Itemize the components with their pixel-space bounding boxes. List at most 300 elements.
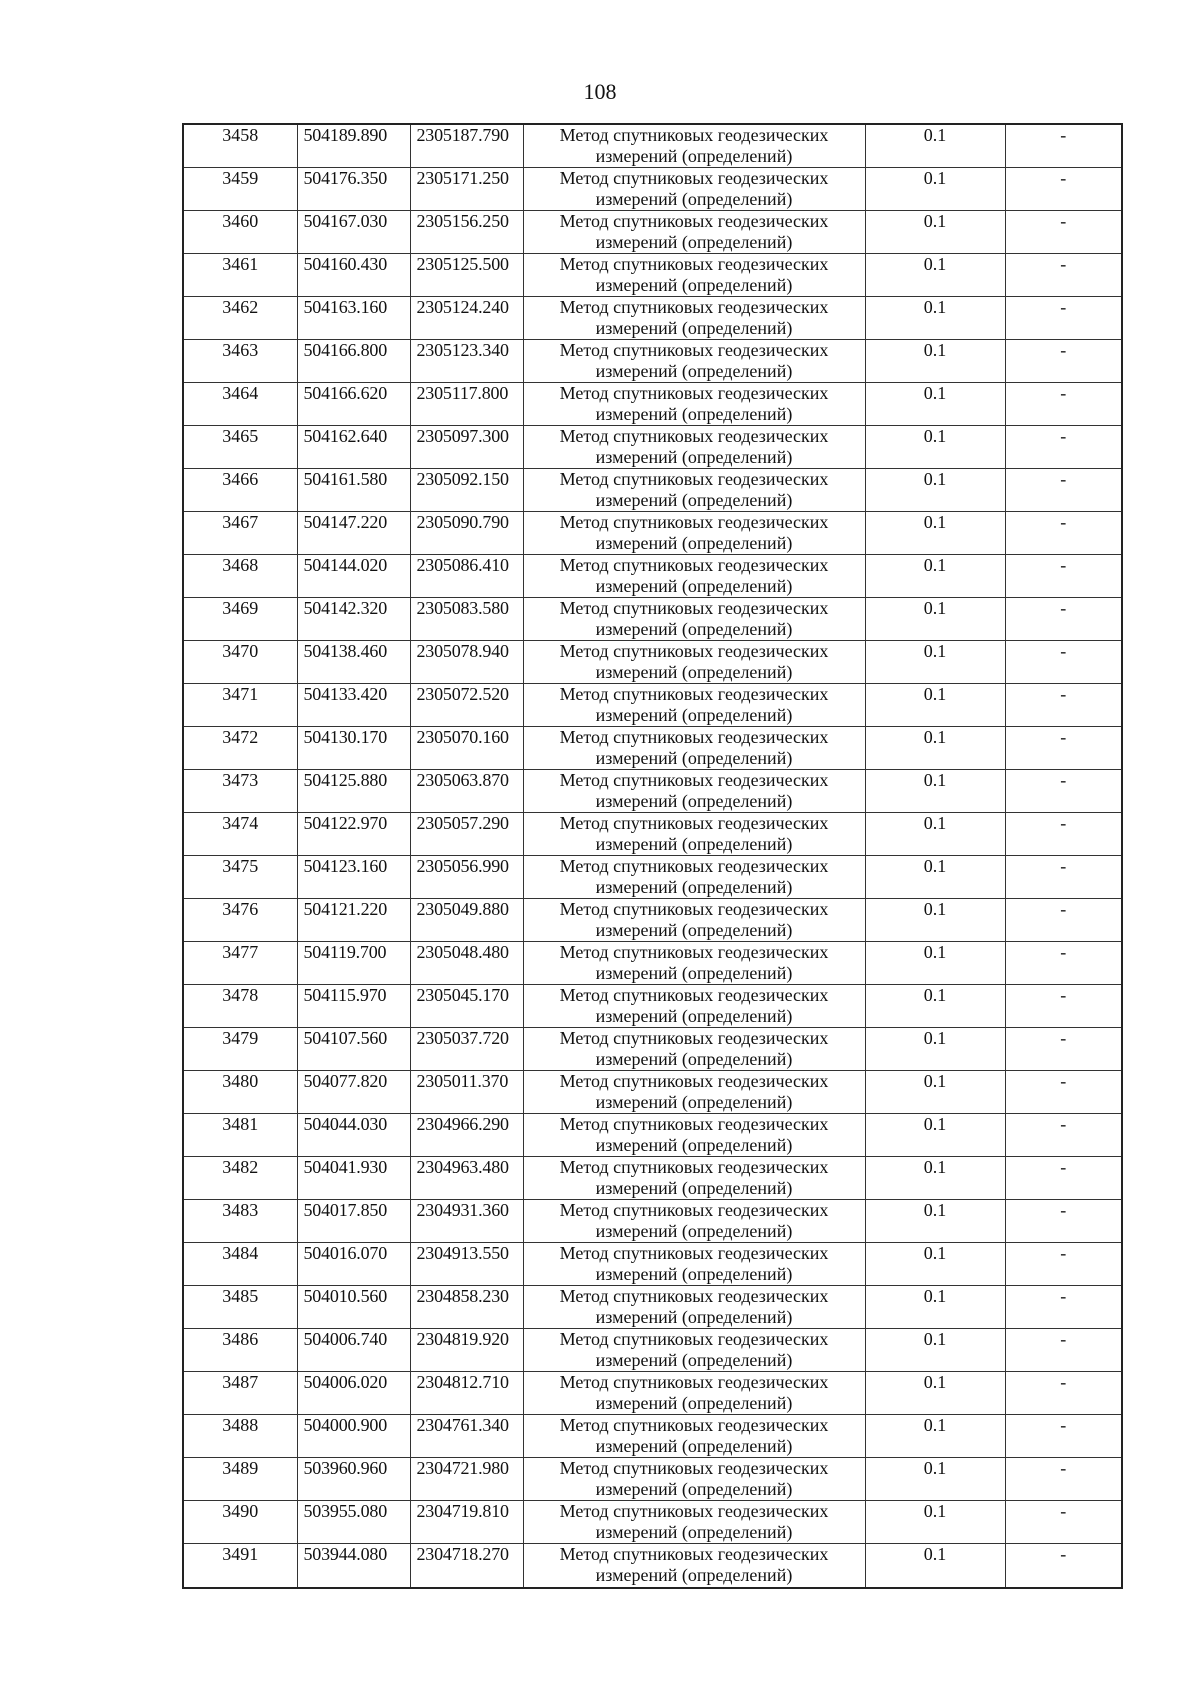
x-coordinate-cell: 504144.020 bbox=[297, 555, 410, 598]
method-cell bbox=[523, 641, 865, 684]
y-coordinate-cell: 2305078.940 bbox=[410, 641, 523, 684]
method-line-2: измерений (определений) bbox=[595, 1092, 793, 1112]
method-cell bbox=[523, 211, 865, 254]
x-coordinate-cell: 503955.080 bbox=[297, 1501, 410, 1544]
accuracy-cell: 0.1 bbox=[865, 985, 1005, 1028]
method-cell bbox=[523, 1114, 865, 1157]
x-coordinate-cell: 504017.850 bbox=[297, 1200, 410, 1243]
x-coordinate-cell: 504121.220 bbox=[297, 899, 410, 942]
table-row bbox=[183, 1329, 1122, 1372]
y-coordinate-cell: 2305072.520 bbox=[410, 684, 523, 727]
method-line-2: измерений (определений) bbox=[595, 834, 793, 854]
accuracy-cell: 0.1 bbox=[865, 426, 1005, 469]
note-cell: - bbox=[1005, 813, 1122, 856]
method-cell bbox=[523, 426, 865, 469]
table-row bbox=[183, 1544, 1122, 1588]
note-cell: - bbox=[1005, 1544, 1122, 1588]
accuracy-cell: 0.1 bbox=[865, 1114, 1005, 1157]
method-line-2: измерений (определений) bbox=[595, 490, 793, 510]
method-line-2: измерений (определений) bbox=[595, 1006, 793, 1026]
note-cell: - bbox=[1005, 899, 1122, 942]
table-row bbox=[183, 813, 1122, 856]
table-row bbox=[183, 899, 1122, 942]
x-coordinate-cell: 504162.640 bbox=[297, 426, 410, 469]
method-line-1: Метод спутниковых геодезических bbox=[559, 598, 829, 618]
note-cell: - bbox=[1005, 168, 1122, 211]
x-coordinate-cell: 504119.700 bbox=[297, 942, 410, 985]
table-row bbox=[183, 1028, 1122, 1071]
method-line-1: Метод спутниковых геодезических bbox=[559, 899, 829, 919]
point-number-cell: 3467 bbox=[183, 512, 297, 555]
accuracy-cell: 0.1 bbox=[865, 512, 1005, 555]
table-row bbox=[183, 124, 1122, 168]
x-coordinate-cell: 504138.460 bbox=[297, 641, 410, 684]
method-cell bbox=[523, 168, 865, 211]
point-number-cell: 3488 bbox=[183, 1415, 297, 1458]
x-coordinate-cell: 504115.970 bbox=[297, 985, 410, 1028]
method-line-1: Метод спутниковых геодезических bbox=[559, 1114, 829, 1134]
note-cell: - bbox=[1005, 1372, 1122, 1415]
table-row bbox=[183, 469, 1122, 512]
table-row bbox=[183, 340, 1122, 383]
y-coordinate-cell: 2304812.710 bbox=[410, 1372, 523, 1415]
method-line-1: Метод спутниковых геодезических bbox=[559, 985, 829, 1005]
note-cell: - bbox=[1005, 942, 1122, 985]
y-coordinate-cell: 2304761.340 bbox=[410, 1415, 523, 1458]
table-row bbox=[183, 684, 1122, 727]
method-cell bbox=[523, 1372, 865, 1415]
method-line-2: измерений (определений) bbox=[595, 877, 793, 897]
point-number-cell: 3479 bbox=[183, 1028, 297, 1071]
y-coordinate-cell: 2304963.480 bbox=[410, 1157, 523, 1200]
point-number-cell: 3460 bbox=[183, 211, 297, 254]
method-line-1: Метод спутниковых геодезических bbox=[559, 469, 829, 489]
point-number-cell: 3478 bbox=[183, 985, 297, 1028]
point-number-cell: 3481 bbox=[183, 1114, 297, 1157]
method-line-1: Метод спутниковых геодезических bbox=[559, 770, 829, 790]
point-number-cell: 3468 bbox=[183, 555, 297, 598]
point-number-cell: 3477 bbox=[183, 942, 297, 985]
y-coordinate-cell: 2305045.170 bbox=[410, 985, 523, 1028]
accuracy-cell: 0.1 bbox=[865, 254, 1005, 297]
accuracy-cell: 0.1 bbox=[865, 770, 1005, 813]
method-line-2: измерений (определений) bbox=[595, 1307, 793, 1327]
x-coordinate-cell: 504044.030 bbox=[297, 1114, 410, 1157]
accuracy-cell: 0.1 bbox=[865, 598, 1005, 641]
method-cell bbox=[523, 512, 865, 555]
method-line-1: Метод спутниковых геодезических bbox=[559, 1415, 829, 1435]
y-coordinate-cell: 2305056.990 bbox=[410, 856, 523, 899]
x-coordinate-cell: 504077.820 bbox=[297, 1071, 410, 1114]
y-coordinate-cell: 2305125.500 bbox=[410, 254, 523, 297]
point-number-cell: 3487 bbox=[183, 1372, 297, 1415]
method-cell bbox=[523, 684, 865, 727]
method-cell bbox=[523, 813, 865, 856]
x-coordinate-cell: 504189.890 bbox=[297, 124, 410, 168]
method-cell bbox=[523, 942, 865, 985]
table-row bbox=[183, 942, 1122, 985]
point-number-cell: 3464 bbox=[183, 383, 297, 426]
point-number-cell: 3465 bbox=[183, 426, 297, 469]
accuracy-cell: 0.1 bbox=[865, 469, 1005, 512]
table-row bbox=[183, 426, 1122, 469]
note-cell: - bbox=[1005, 1114, 1122, 1157]
y-coordinate-cell: 2305048.480 bbox=[410, 942, 523, 985]
method-line-2: измерений (определений) bbox=[595, 920, 793, 940]
point-number-cell: 3491 bbox=[183, 1544, 297, 1588]
point-number-cell: 3462 bbox=[183, 297, 297, 340]
method-line-2: измерений (определений) bbox=[595, 361, 793, 381]
method-line-1: Метод спутниковых геодезических bbox=[559, 1458, 829, 1478]
point-number-cell: 3483 bbox=[183, 1200, 297, 1243]
table-row bbox=[183, 1200, 1122, 1243]
method-line-1: Метод спутниковых геодезических bbox=[559, 856, 829, 876]
x-coordinate-cell: 503944.080 bbox=[297, 1544, 410, 1588]
table-row bbox=[183, 856, 1122, 899]
x-coordinate-cell: 504163.160 bbox=[297, 297, 410, 340]
x-coordinate-cell: 504122.970 bbox=[297, 813, 410, 856]
method-line-1: Метод спутниковых геодезических bbox=[559, 727, 829, 747]
method-line-2: измерений (определений) bbox=[595, 404, 793, 424]
page-number: 108 bbox=[583, 79, 617, 104]
method-line-2: измерений (определений) bbox=[595, 963, 793, 983]
x-coordinate-cell: 504006.740 bbox=[297, 1329, 410, 1372]
y-coordinate-cell: 2305049.880 bbox=[410, 899, 523, 942]
accuracy-cell: 0.1 bbox=[865, 1200, 1005, 1243]
method-line-2: измерений (определений) bbox=[595, 791, 793, 811]
note-cell: - bbox=[1005, 641, 1122, 684]
y-coordinate-cell: 2305156.250 bbox=[410, 211, 523, 254]
method-line-2: измерений (определений) bbox=[595, 1049, 793, 1069]
method-cell bbox=[523, 770, 865, 813]
table-row bbox=[183, 168, 1122, 211]
note-cell: - bbox=[1005, 856, 1122, 899]
accuracy-cell: 0.1 bbox=[865, 684, 1005, 727]
method-line-2: измерений (определений) bbox=[595, 1436, 793, 1456]
accuracy-cell: 0.1 bbox=[865, 1501, 1005, 1544]
method-cell bbox=[523, 383, 865, 426]
table-row bbox=[183, 555, 1122, 598]
accuracy-cell: 0.1 bbox=[865, 124, 1005, 168]
y-coordinate-cell: 2305083.580 bbox=[410, 598, 523, 641]
accuracy-cell: 0.1 bbox=[865, 1028, 1005, 1071]
method-line-2: измерений (определений) bbox=[595, 705, 793, 725]
accuracy-cell: 0.1 bbox=[865, 383, 1005, 426]
method-cell bbox=[523, 555, 865, 598]
method-cell bbox=[523, 254, 865, 297]
method-cell bbox=[523, 856, 865, 899]
point-number-cell: 3480 bbox=[183, 1071, 297, 1114]
table-row bbox=[183, 770, 1122, 813]
method-cell bbox=[523, 727, 865, 770]
x-coordinate-cell: 504006.020 bbox=[297, 1372, 410, 1415]
method-line-1: Метод спутниковых геодезических bbox=[559, 1544, 829, 1564]
note-cell: - bbox=[1005, 469, 1122, 512]
table-row bbox=[183, 1286, 1122, 1329]
method-line-2: измерений (определений) bbox=[595, 275, 793, 295]
table-row bbox=[183, 1071, 1122, 1114]
x-coordinate-cell: 504130.170 bbox=[297, 727, 410, 770]
coordinates-table-body bbox=[183, 124, 1122, 1588]
note-cell: - bbox=[1005, 297, 1122, 340]
x-coordinate-cell: 504167.030 bbox=[297, 211, 410, 254]
method-line-2: измерений (определений) bbox=[595, 146, 793, 166]
point-number-cell: 3463 bbox=[183, 340, 297, 383]
method-line-1: Метод спутниковых геодезических bbox=[559, 1372, 829, 1392]
note-cell: - bbox=[1005, 1286, 1122, 1329]
point-number-cell: 3471 bbox=[183, 684, 297, 727]
point-number-cell: 3484 bbox=[183, 1243, 297, 1286]
point-number-cell: 3486 bbox=[183, 1329, 297, 1372]
point-number-cell: 3474 bbox=[183, 813, 297, 856]
note-cell: - bbox=[1005, 1243, 1122, 1286]
y-coordinate-cell: 2304858.230 bbox=[410, 1286, 523, 1329]
point-number-cell: 3461 bbox=[183, 254, 297, 297]
method-cell bbox=[523, 899, 865, 942]
y-coordinate-cell: 2304718.270 bbox=[410, 1544, 523, 1588]
method-line-1: Метод спутниковых геодезических bbox=[559, 426, 829, 446]
method-line-1: Метод спутниковых геодезических bbox=[559, 684, 829, 704]
method-line-1: Метод спутниковых геодезических bbox=[559, 813, 829, 833]
method-line-1: Метод спутниковых геодезических bbox=[559, 1028, 829, 1048]
method-line-2: измерений (определений) bbox=[595, 189, 793, 209]
method-line-1: Метод спутниковых геодезических bbox=[559, 555, 829, 575]
accuracy-cell: 0.1 bbox=[865, 1329, 1005, 1372]
note-cell: - bbox=[1005, 1200, 1122, 1243]
accuracy-cell: 0.1 bbox=[865, 1544, 1005, 1588]
table-row bbox=[183, 1415, 1122, 1458]
method-cell bbox=[523, 1329, 865, 1372]
table-row bbox=[183, 254, 1122, 297]
table-row bbox=[183, 1501, 1122, 1544]
table-row bbox=[183, 641, 1122, 684]
method-cell bbox=[523, 1028, 865, 1071]
y-coordinate-cell: 2305187.790 bbox=[410, 124, 523, 168]
accuracy-cell: 0.1 bbox=[865, 1286, 1005, 1329]
method-line-2: измерений (определений) bbox=[595, 1135, 793, 1155]
x-coordinate-cell: 504147.220 bbox=[297, 512, 410, 555]
x-coordinate-cell: 504016.070 bbox=[297, 1243, 410, 1286]
x-coordinate-cell: 504161.580 bbox=[297, 469, 410, 512]
x-coordinate-cell: 504123.160 bbox=[297, 856, 410, 899]
accuracy-cell: 0.1 bbox=[865, 211, 1005, 254]
x-coordinate-cell: 504041.930 bbox=[297, 1157, 410, 1200]
method-cell bbox=[523, 1458, 865, 1501]
method-line-1: Метод спутниковых геодезических bbox=[559, 297, 829, 317]
point-number-cell: 3466 bbox=[183, 469, 297, 512]
y-coordinate-cell: 2305097.300 bbox=[410, 426, 523, 469]
accuracy-cell: 0.1 bbox=[865, 340, 1005, 383]
method-cell bbox=[523, 1286, 865, 1329]
point-number-cell: 3469 bbox=[183, 598, 297, 641]
x-coordinate-cell: 504160.430 bbox=[297, 254, 410, 297]
x-coordinate-cell: 503960.960 bbox=[297, 1458, 410, 1501]
accuracy-cell: 0.1 bbox=[865, 856, 1005, 899]
table-row bbox=[183, 211, 1122, 254]
method-line-2: измерений (определений) bbox=[595, 318, 793, 338]
method-line-1: Метод спутниковых геодезических bbox=[559, 1329, 829, 1349]
note-cell: - bbox=[1005, 211, 1122, 254]
x-coordinate-cell: 504142.320 bbox=[297, 598, 410, 641]
y-coordinate-cell: 2305123.340 bbox=[410, 340, 523, 383]
y-coordinate-cell: 2304721.980 bbox=[410, 1458, 523, 1501]
method-line-1: Метод спутниковых геодезических bbox=[559, 125, 829, 145]
method-cell bbox=[523, 1071, 865, 1114]
y-coordinate-cell: 2305070.160 bbox=[410, 727, 523, 770]
method-line-2: измерений (определений) bbox=[595, 1479, 793, 1499]
accuracy-cell: 0.1 bbox=[865, 1415, 1005, 1458]
y-coordinate-cell: 2305171.250 bbox=[410, 168, 523, 211]
accuracy-cell: 0.1 bbox=[865, 1458, 1005, 1501]
coordinates-table bbox=[182, 123, 1123, 1589]
method-line-1: Метод спутниковых геодезических bbox=[559, 383, 829, 403]
method-cell bbox=[523, 1501, 865, 1544]
table-row bbox=[183, 1243, 1122, 1286]
note-cell: - bbox=[1005, 684, 1122, 727]
method-line-1: Метод спутниковых геодезических bbox=[559, 211, 829, 231]
method-line-2: измерений (определений) bbox=[595, 1350, 793, 1370]
note-cell: - bbox=[1005, 1501, 1122, 1544]
method-line-2: измерений (определений) bbox=[595, 1393, 793, 1413]
method-line-2: измерений (определений) bbox=[595, 748, 793, 768]
point-number-cell: 3473 bbox=[183, 770, 297, 813]
note-cell: - bbox=[1005, 1157, 1122, 1200]
point-number-cell: 3475 bbox=[183, 856, 297, 899]
method-cell bbox=[523, 1544, 865, 1588]
point-number-cell: 3485 bbox=[183, 1286, 297, 1329]
note-cell: - bbox=[1005, 598, 1122, 641]
note-cell: - bbox=[1005, 727, 1122, 770]
method-line-2: измерений (определений) bbox=[595, 232, 793, 252]
accuracy-cell: 0.1 bbox=[865, 1243, 1005, 1286]
y-coordinate-cell: 2304913.550 bbox=[410, 1243, 523, 1286]
method-cell bbox=[523, 297, 865, 340]
method-line-2: измерений (определений) bbox=[595, 619, 793, 639]
note-cell: - bbox=[1005, 383, 1122, 426]
point-number-cell: 3459 bbox=[183, 168, 297, 211]
method-line-2: измерений (определений) bbox=[595, 1178, 793, 1198]
method-cell bbox=[523, 469, 865, 512]
method-line-2: измерений (определений) bbox=[595, 1565, 793, 1585]
method-line-2: измерений (определений) bbox=[595, 576, 793, 596]
method-line-1: Метод спутниковых геодезических bbox=[559, 942, 829, 962]
y-coordinate-cell: 2305117.800 bbox=[410, 383, 523, 426]
note-cell: - bbox=[1005, 1458, 1122, 1501]
method-line-1: Метод спутниковых геодезических bbox=[559, 1243, 829, 1263]
x-coordinate-cell: 504107.560 bbox=[297, 1028, 410, 1071]
point-number-cell: 3490 bbox=[183, 1501, 297, 1544]
accuracy-cell: 0.1 bbox=[865, 1372, 1005, 1415]
note-cell: - bbox=[1005, 1329, 1122, 1372]
accuracy-cell: 0.1 bbox=[865, 555, 1005, 598]
note-cell: - bbox=[1005, 1071, 1122, 1114]
method-cell bbox=[523, 985, 865, 1028]
method-line-2: измерений (определений) bbox=[595, 662, 793, 682]
method-line-2: измерений (определений) bbox=[595, 1221, 793, 1241]
table-row bbox=[183, 1114, 1122, 1157]
method-cell bbox=[523, 1243, 865, 1286]
method-line-1: Метод спутниковых геодезических bbox=[559, 1501, 829, 1521]
accuracy-cell: 0.1 bbox=[865, 1157, 1005, 1200]
x-coordinate-cell: 504166.620 bbox=[297, 383, 410, 426]
x-coordinate-cell: 504010.560 bbox=[297, 1286, 410, 1329]
x-coordinate-cell: 504176.350 bbox=[297, 168, 410, 211]
method-line-1: Метод спутниковых геодезических bbox=[559, 340, 829, 360]
accuracy-cell: 0.1 bbox=[865, 168, 1005, 211]
accuracy-cell: 0.1 bbox=[865, 727, 1005, 770]
method-line-2: измерений (определений) bbox=[595, 447, 793, 467]
method-line-1: Метод спутниковых геодезических bbox=[559, 1200, 829, 1220]
table-row bbox=[183, 727, 1122, 770]
method-cell bbox=[523, 1415, 865, 1458]
y-coordinate-cell: 2305037.720 bbox=[410, 1028, 523, 1071]
point-number-cell: 3489 bbox=[183, 1458, 297, 1501]
y-coordinate-cell: 2304819.920 bbox=[410, 1329, 523, 1372]
method-line-1: Метод спутниковых геодезических bbox=[559, 641, 829, 661]
y-coordinate-cell: 2304931.360 bbox=[410, 1200, 523, 1243]
y-coordinate-cell: 2305063.870 bbox=[410, 770, 523, 813]
accuracy-cell: 0.1 bbox=[865, 899, 1005, 942]
note-cell: - bbox=[1005, 124, 1122, 168]
method-line-1: Метод спутниковых геодезических bbox=[559, 512, 829, 532]
note-cell: - bbox=[1005, 254, 1122, 297]
accuracy-cell: 0.1 bbox=[865, 297, 1005, 340]
accuracy-cell: 0.1 bbox=[865, 641, 1005, 684]
y-coordinate-cell: 2305086.410 bbox=[410, 555, 523, 598]
table-row bbox=[183, 1157, 1122, 1200]
table-row bbox=[183, 297, 1122, 340]
note-cell: - bbox=[1005, 770, 1122, 813]
y-coordinate-cell: 2304966.290 bbox=[410, 1114, 523, 1157]
note-cell: - bbox=[1005, 1028, 1122, 1071]
table-row bbox=[183, 1458, 1122, 1501]
y-coordinate-cell: 2305011.370 bbox=[410, 1071, 523, 1114]
table-row bbox=[183, 985, 1122, 1028]
method-line-2: измерений (определений) bbox=[595, 533, 793, 553]
note-cell: - bbox=[1005, 985, 1122, 1028]
method-cell bbox=[523, 340, 865, 383]
note-cell: - bbox=[1005, 340, 1122, 383]
method-cell bbox=[523, 1200, 865, 1243]
method-line-1: Метод спутниковых геодезических bbox=[559, 1286, 829, 1306]
method-line-2: измерений (определений) bbox=[595, 1522, 793, 1542]
method-line-1: Метод спутниковых геодезических bbox=[559, 168, 829, 188]
method-cell bbox=[523, 124, 865, 168]
method-line-1: Метод спутниковых геодезических bbox=[559, 1071, 829, 1091]
note-cell: - bbox=[1005, 512, 1122, 555]
accuracy-cell: 0.1 bbox=[865, 1071, 1005, 1114]
method-line-1: Метод спутниковых геодезических bbox=[559, 254, 829, 274]
point-number-cell: 3470 bbox=[183, 641, 297, 684]
accuracy-cell: 0.1 bbox=[865, 942, 1005, 985]
x-coordinate-cell: 504166.800 bbox=[297, 340, 410, 383]
table-row bbox=[183, 512, 1122, 555]
point-number-cell: 3458 bbox=[183, 124, 297, 168]
note-cell: - bbox=[1005, 555, 1122, 598]
y-coordinate-cell: 2305057.290 bbox=[410, 813, 523, 856]
x-coordinate-cell: 504125.880 bbox=[297, 770, 410, 813]
x-coordinate-cell: 504133.420 bbox=[297, 684, 410, 727]
y-coordinate-cell: 2304719.810 bbox=[410, 1501, 523, 1544]
y-coordinate-cell: 2305124.240 bbox=[410, 297, 523, 340]
method-cell bbox=[523, 598, 865, 641]
y-coordinate-cell: 2305092.150 bbox=[410, 469, 523, 512]
table-row bbox=[183, 1372, 1122, 1415]
table-row bbox=[183, 383, 1122, 426]
note-cell: - bbox=[1005, 1415, 1122, 1458]
accuracy-cell: 0.1 bbox=[865, 813, 1005, 856]
x-coordinate-cell: 504000.900 bbox=[297, 1415, 410, 1458]
